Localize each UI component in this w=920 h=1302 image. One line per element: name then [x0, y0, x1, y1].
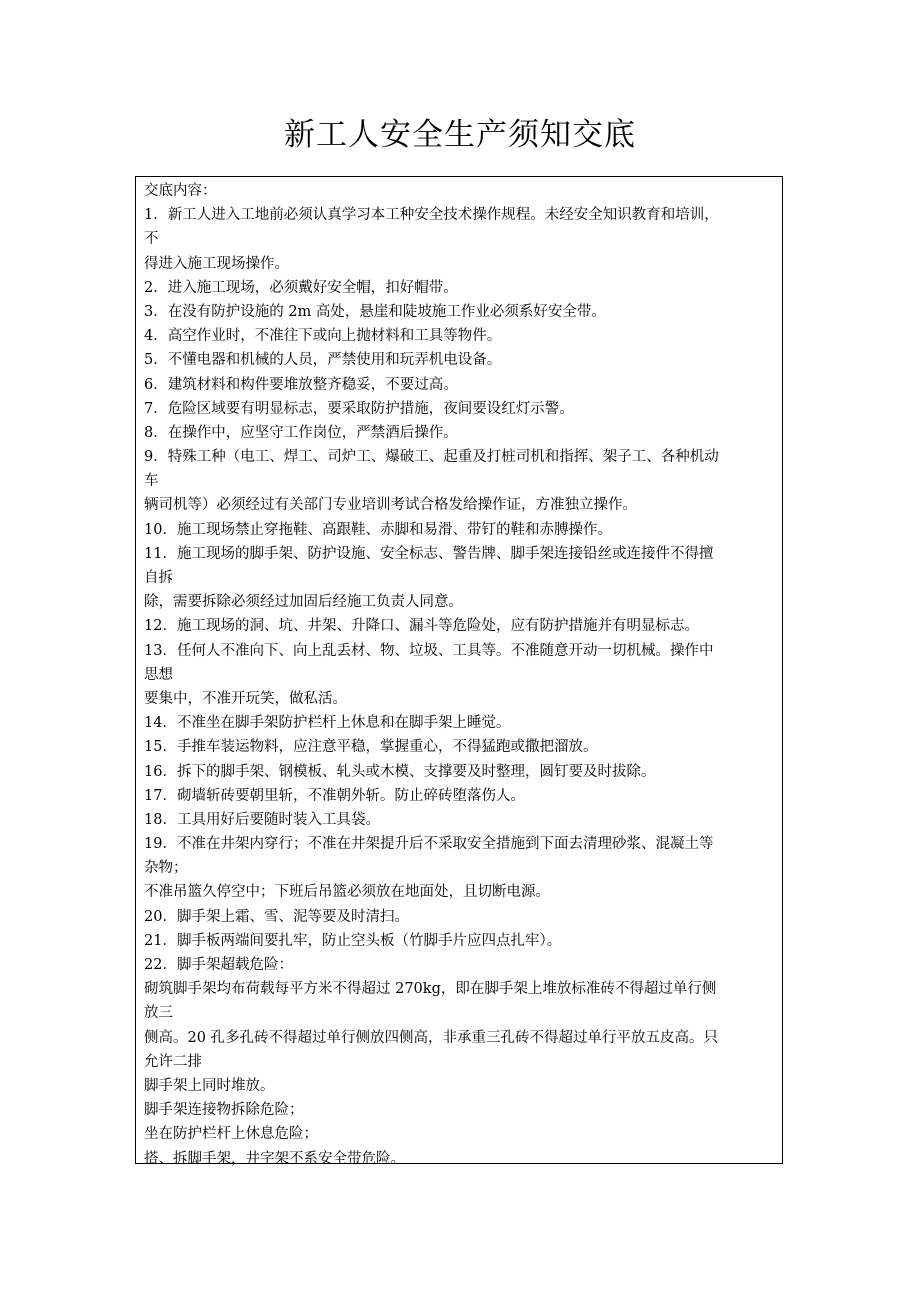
content-line: 脚手架连接物拆除危险； [144, 1102, 304, 1119]
content-line: 12．施工现场的洞、坑、井架、升降口、漏斗等危险处，应有防护措施并有明显标志。 [144, 618, 699, 635]
content-line: 6．建筑材料和构件要堆放整齐稳妥，不要过高。 [144, 376, 458, 393]
content-line: 22．脚手架超载危险： [144, 957, 293, 973]
content-line: 杂物； [144, 860, 188, 877]
content-line: 8．在操作中，应坚守工作岗位，严禁酒后操作。 [144, 424, 458, 441]
content-line: 放三 [144, 1005, 173, 1022]
content-line: 允许二排 [144, 1053, 202, 1070]
content-line: 10．施工现场禁止穿拖鞋、高跟鞋、赤脚和易滑、带钉的鞋和赤膊操作。 [144, 521, 612, 538]
content-line: 不 [144, 231, 159, 248]
content-line: 3．在没有防护设施的 2m 高处，悬崖和陡坡施工作业必须系好安全带。 [144, 303, 606, 320]
content-heading: 交底内容： [144, 183, 217, 199]
content-line: 9．特殊工种（电工、焊工、司炉工、爆破工、起重及打桩司机和指挥、架子工、各种机动 [144, 449, 719, 466]
page-title: 新工人安全生产须知交底 [284, 117, 636, 153]
content-line: 坐在防护栏杆上休息危险； [144, 1126, 318, 1143]
content-line: 17．砌墙斩砖要朝里斩，不准朝外斩。防止碎砖堕落伤人。 [144, 787, 525, 804]
content-line: 14．不准坐在脚手架防护栏杆上休息和在脚手架上睡觉。 [144, 715, 511, 732]
content-line: 搭、拆脚手架，井字架不系安全带危险。 [144, 1150, 405, 1167]
content-line: 脚手架上同时堆放。 [144, 1077, 275, 1094]
content-line: 要集中，不准开玩笑，做私活。 [144, 690, 347, 707]
content-line: 5．不懂电器和机械的人员，严禁使用和玩弄机电设备。 [144, 352, 502, 369]
content-line: 2．进入施工现场，必须戴好安全帽，扣好帽带。 [144, 279, 458, 296]
content-line: 除，需要拆除必须经过加固后经施工负责人同意。 [144, 594, 463, 611]
content-line: 砌筑脚手架均布荷载每平方米不得超过 270kg，即在脚手架上堆放标准砖不得超过单行侧 [144, 981, 717, 998]
content-line: 思想 [144, 666, 173, 683]
content-line: 辆司机等）必须经过有关部门专业培训考试合格发给操作证，方准独立操作。 [144, 497, 637, 514]
content-line: 16．拆下的脚手架、钢模板、轧头或木模、支撑要及时整理，圆钉要及时拔除。 [144, 763, 656, 780]
content-line: 自拆 [144, 570, 173, 586]
content-line: 1．新工人进入工地前必须认真学习本工种安全技术操作规程。未经安全知识教育和培训， [144, 207, 719, 224]
content-line: 4．高空作业时，不准往下或向上抛材料和工具等物件。 [144, 328, 502, 345]
content-line: 20．脚手架上霜、雪、泥等要及时清扫。 [144, 908, 409, 925]
content-line: 13．任何人不准向下、向上乱丢材、物、垃圾、工具等。不准随意开动一切机械。操作中 [144, 642, 714, 659]
content-line: 7．危险区域要有明显标志，要采取防护措施，夜间要设红灯示警。 [144, 400, 574, 417]
content-line: 11．施工现场的脚手架、防护设施、安全标志、警告牌、脚手架连接铅丝或连接件不得擅 [144, 545, 714, 562]
content-line: 车 [144, 473, 159, 490]
content-line: 15．手推车装运物料，应注意平稳，掌握重心，不得猛跑或撒把溜放。 [144, 739, 598, 756]
content-line: 19．不准在井架内穿行；不准在井架提升后不采取安全措施到下面去清理砂浆、混凝土等 [144, 836, 714, 853]
content-line: 21．脚手板两端间要扎牢，防止空头板（竹脚手片应四点扎牢）。 [144, 932, 562, 949]
content-line: 侧高。20 孔多孔砖不得超过单行侧放四侧高，非承重三孔砖不得超过单行平放五皮高。只 [144, 1029, 719, 1046]
content-line: 18．工具用好后要随时装入工具袋。 [144, 811, 380, 828]
content-line: 得进入施工现场操作。 [144, 255, 289, 272]
content-box [135, 176, 783, 1167]
content-line: 不准吊篮久停空中；下班后吊篮必须放在地面处，且切断电源。 [144, 884, 550, 901]
